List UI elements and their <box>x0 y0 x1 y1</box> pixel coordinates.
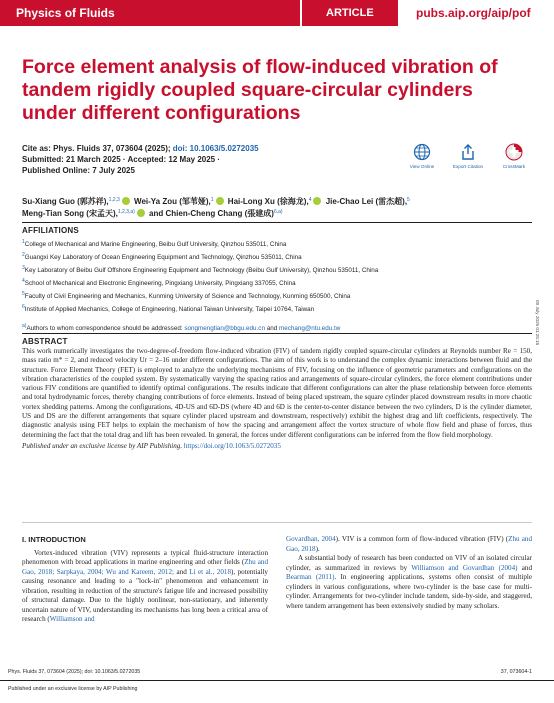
affiliations-list <box>22 237 532 334</box>
corr-sup: a) <box>22 323 27 329</box>
intro-text: and <box>517 563 532 572</box>
author-name[interactable]: Meng-Tian Song (宋孟天), <box>22 209 118 218</box>
reference-link[interactable]: Bearman (2011) <box>286 573 335 581</box>
cite-suffix: , 073604 (2025); <box>111 144 173 153</box>
author-affil-sup: 1,2,3,a) <box>117 209 135 215</box>
affil-text: Guangxi Key Laboratory of Ocean Engineering Equipment and Technology, Qinzhou 535011, China <box>24 254 302 261</box>
doi-link[interactable]: doi: 10.1063/5.0272035 <box>172 144 259 153</box>
author-list <box>22 195 532 219</box>
author-affil-sup: 6,a) <box>273 209 283 215</box>
view-online-label: View Online <box>409 164 435 169</box>
download-timestamp <box>535 300 550 380</box>
affiliation-item <box>22 276 532 289</box>
affil-text: Faculty of Civil Engineering and Mechanics, Kunming University of Science and Technology, Kunming 650500, China <box>24 293 351 300</box>
author-affil-sup: 5 <box>407 197 410 203</box>
published-line: Published Online: 7 July 2025 <box>22 166 135 175</box>
abstract-text: This work numerically investigates the two-degree-of-freedom flow-induced vibration (FIV) of tandem rigidly coupled square-circular cylinders at Reynolds number Re = 150, mass ratio m* = 2, and reduced velocity Ur = 2–16 under different configurations. The aim of this work is to understand the complex dynamic interactions between fluid and the structure. Force Element Theory (FET) is employed to analyze the underlying mechanisms of FIV, focusing on the influence of geometric parameters and configurations on the vibration characteristics of the coupled system. By systematically varying the spacing ratios and arrangements of square-circular cylinders, the force element contributions under various FIV conditions are quantified to identify optimal configurations. The results indicate that different configurations can alter the phase relationship between force elements and total hydrodynamic forces, thereby changing contributions of force elements. Instead of being placed upstream, the square cylinder placed downstream results in more chaotic vortex shedding patterns. Among the configurations, 4D-US and 6D-DS (where 4D and 6D is the center-to-center distance between the two cylinders, D is the cylinder diameter, US and DS are the different arrangements that square cylinder placed upstream and downstream, respectively) exhibit the highest drag and lift coefficients, respectively. The diagnostic analysis using FET helps to explain the mechanism of how the spacing and arrangement affect the vortex structure of whole flow field and phase of forces, thus determining the fact that the total drag and lift has been revealed. In general, the forces under different configurations can be inferred from the flow field morphology. <box>22 347 532 439</box>
affiliations-heading: AFFILIATIONS <box>22 226 79 235</box>
affil-sup: 2 <box>22 252 25 258</box>
intro-right-column <box>286 535 532 611</box>
journal-name[interactable]: Physics of Fluids <box>0 0 300 26</box>
intro-text: Vortex-induced vibration (VIV) represents a typical fluid-structure interaction phenomenon with broad applications in marine engineering and other fields ( <box>22 548 268 566</box>
affil-text: College of Mechanical and Marine Engineering, Beibu Gulf University, Qinzhou 535011, China <box>24 241 287 248</box>
intro-text: A substantial body of research has been conducted on VIV of an isolated circular cylinder, as summarized in reviews by <box>286 554 532 572</box>
orcid-icon[interactable] <box>313 197 321 205</box>
affiliation-item <box>22 250 532 263</box>
export-citation-label: Export Citation <box>452 164 484 169</box>
download-timestamp-text: 09 July 2025 01:25:15 <box>535 300 540 346</box>
abstract-body <box>22 347 532 451</box>
crossmark-label: CrossMark <box>502 164 526 169</box>
article-type-label: ARTICLE <box>300 0 398 26</box>
export-icon <box>459 143 477 161</box>
cite-line <box>22 143 352 154</box>
intro-heading: I. INTRODUCTION <box>22 535 86 544</box>
cite-volume: 37 <box>102 144 112 153</box>
published-under-text: Published under an exclusive license by AIP Publishing. <box>22 441 184 450</box>
email-link[interactable]: songmengtian@bbgu.edu.cn <box>184 325 265 332</box>
view-online-button[interactable] <box>400 143 444 169</box>
reference-link[interactable]: Govardhan, 2004 <box>286 535 336 543</box>
footer-divider <box>0 680 554 681</box>
affil-text: Institute of Applied Mechanics, College of Engineering, National Taiwan University, Taipei 10764, Taiwan <box>24 306 315 313</box>
affiliation-item <box>22 289 532 302</box>
view-online-icon <box>413 143 431 161</box>
intro-text: ), potentially causing resonance and leading to a "lock-in" phenomenon and enhancement in vibration, resulting in reduction of the structure's fatigue life and increased possibility of structural damage. Due to the highly nonlinear, non-stationary, and inherently uncertain nature of VIV, understanding its mechanisms has long been a critical area of research ( <box>22 567 268 623</box>
footer-page-number: 37, 073604-1 <box>500 669 532 675</box>
orcid-icon[interactable] <box>122 197 130 205</box>
section-divider <box>22 522 532 523</box>
export-citation-button[interactable] <box>446 143 490 169</box>
affiliation-item <box>22 263 532 276</box>
intro-left-column <box>22 535 268 625</box>
journal-header-bar <box>0 0 554 26</box>
section-divider <box>22 222 532 223</box>
affil-sup: 6 <box>22 304 25 310</box>
author-name[interactable]: Jie-Chao Lei (雷杰超), <box>325 197 408 206</box>
author-name[interactable]: Hai-Long Xu (徐海龙), <box>227 197 309 206</box>
crossmark-icon <box>505 143 523 161</box>
reference-link[interactable]: Zhu and Gao, 2018 <box>286 535 532 553</box>
affiliation-item <box>22 237 532 250</box>
intro-text: and <box>174 567 190 576</box>
intro-paragraph <box>286 535 532 554</box>
footer-citation: Phys. Fluids 37, 073604 (2025); doi: 10.1063/5.0272035 <box>8 669 141 675</box>
published-doi-link[interactable]: https://doi.org/10.1063/5.0272035 <box>183 441 281 450</box>
affil-sup: 3 <box>22 265 25 271</box>
orcid-icon[interactable] <box>137 209 145 217</box>
citation-block <box>22 143 352 176</box>
crossmark-button[interactable] <box>492 143 536 169</box>
corr-and: and <box>264 325 279 332</box>
author-affil-sup: 4 <box>308 197 312 203</box>
intro-paragraph <box>22 549 268 625</box>
abstract-heading: ABSTRACT <box>22 337 68 346</box>
cite-prefix: Cite as: Phys. Fluids <box>22 144 103 153</box>
author-name[interactable]: Wei-Ya Zou (邹苇娅), <box>134 197 211 206</box>
affil-sup: 1 <box>22 239 25 245</box>
affil-text: Key Laboratory of Beibu Gulf Offshore Engineering Equipment and Technology (Beibu Gulf University), Qinzhou 535011, China <box>24 267 379 274</box>
intro-paragraph <box>286 554 532 611</box>
author-affil-sup: 1,2,3 <box>108 197 120 203</box>
corr-text: Authors to whom correspondence should be addressed: <box>26 325 185 332</box>
affiliation-item <box>22 302 532 315</box>
journal-url-link[interactable]: pubs.aip.org/aip/pof <box>398 0 554 26</box>
intro-text: ). VIV is a common form of flow-induced vibration (FIV) ( <box>335 535 509 543</box>
author-affil-sup: 1 <box>210 197 214 203</box>
submitted-line: Submitted: 21 March 2025 · Accepted: 12 May 2025 · <box>22 155 220 164</box>
published-under-line <box>22 442 532 451</box>
affil-text: School of Mechanical and Electronic Engineering, Pingxiang University, Pingxiang 337055, China <box>24 280 296 287</box>
intro-text: ). <box>315 544 320 553</box>
affil-sup: 5 <box>22 291 25 297</box>
author-name[interactable]: and Chien-Cheng Chang (張建成) <box>149 209 274 218</box>
orcid-icon[interactable] <box>216 197 224 205</box>
section-divider <box>22 333 532 334</box>
reference-link[interactable]: Williamson and <box>49 615 95 623</box>
intro-text: . In engineering applications, systems often consist of multiple cylinders in various configurations, where two-cylinder is the base case for multi-cylinder. Arrangements for two-cylinder include tandem, side-by-side, and staggered, where tandem arrangement has been extensively studied by many scholars. <box>286 573 532 610</box>
email-link[interactable]: mechang@ntu.edu.tw <box>278 325 341 332</box>
footer-license: Published under an exclusive license by AIP Publishing <box>8 686 138 692</box>
affil-sup: 4 <box>22 278 25 284</box>
reference-link[interactable]: Li et al., 2018 <box>189 567 231 576</box>
article-actions <box>400 143 540 179</box>
reference-link[interactable]: Zhu and Gao, 2018; Sarpkaya, 2004; Wu and Kareem, 2012; <box>22 558 268 576</box>
paper-title: Force element analysis of flow-induced vibration of tandem rigidly coupled square-circular cylinders under different configurations <box>22 56 498 124</box>
author-name[interactable]: Su-Xiang Guo (郭苏祥), <box>22 197 109 206</box>
reference-link[interactable]: Williamson and Govardhan (2004) <box>411 563 518 572</box>
